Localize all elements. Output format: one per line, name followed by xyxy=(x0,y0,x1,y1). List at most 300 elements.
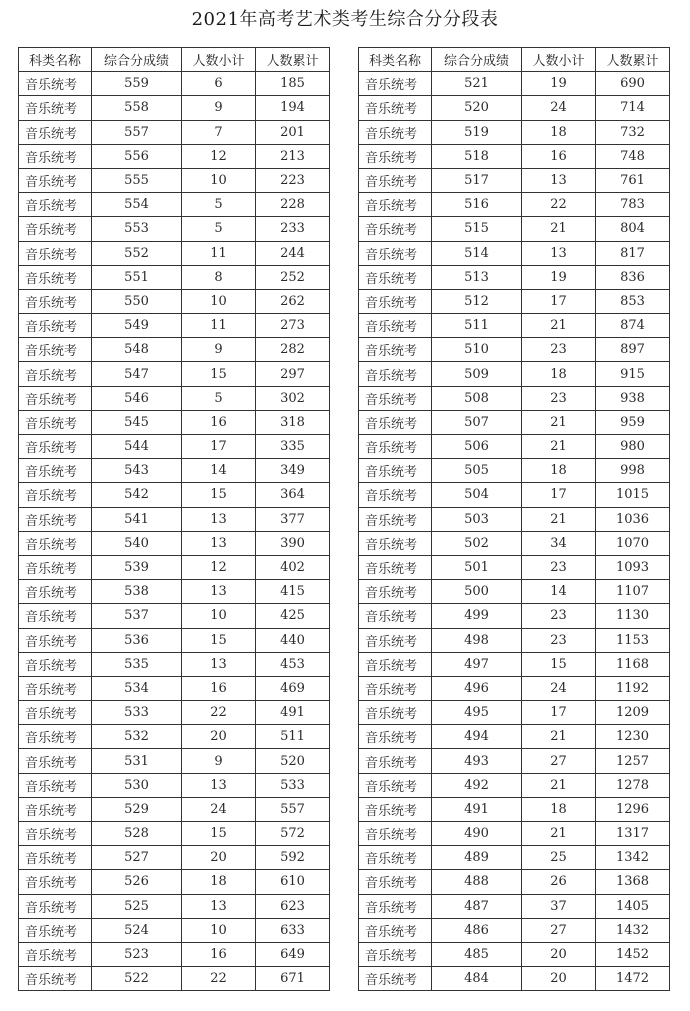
cell-subject: 音乐统考 xyxy=(19,120,92,144)
cell-count: 23 xyxy=(522,628,596,652)
cell-subject: 音乐统考 xyxy=(359,144,432,168)
cell-subject: 音乐统考 xyxy=(359,120,432,144)
cell-score: 488 xyxy=(432,870,522,894)
cell-cumulative: 469 xyxy=(256,676,330,700)
table-row xyxy=(19,846,330,870)
cell-count: 21 xyxy=(522,773,596,797)
cell-subject: 音乐统考 xyxy=(359,676,432,700)
cell-subject: 音乐统考 xyxy=(19,217,92,241)
cell-count: 10 xyxy=(182,604,256,628)
table-row xyxy=(359,459,670,483)
cell-subject: 音乐统考 xyxy=(359,870,432,894)
cell-score: 537 xyxy=(92,604,182,628)
cell-subject: 音乐统考 xyxy=(359,362,432,386)
table-row xyxy=(359,193,670,217)
cell-score: 540 xyxy=(92,531,182,555)
cell-count: 13 xyxy=(522,241,596,265)
cell-count: 23 xyxy=(522,386,596,410)
cell-cumulative: 297 xyxy=(256,362,330,386)
cell-count: 20 xyxy=(182,725,256,749)
cell-count: 15 xyxy=(182,362,256,386)
cell-count: 13 xyxy=(182,652,256,676)
cell-cumulative: 915 xyxy=(596,362,670,386)
cell-cumulative: 185 xyxy=(256,72,330,96)
cell-cumulative: 1452 xyxy=(596,942,670,966)
cell-subject: 音乐统考 xyxy=(359,846,432,870)
cell-subject: 音乐统考 xyxy=(359,725,432,749)
cell-subject: 音乐统考 xyxy=(19,459,92,483)
cell-subject: 音乐统考 xyxy=(19,410,92,434)
cell-count: 27 xyxy=(522,749,596,773)
cell-subject: 音乐统考 xyxy=(359,555,432,579)
table-row xyxy=(359,797,670,821)
cell-count: 19 xyxy=(522,72,596,96)
cell-cumulative: 223 xyxy=(256,168,330,192)
score-table-right xyxy=(358,47,670,991)
table-row xyxy=(359,265,670,289)
cell-subject: 音乐统考 xyxy=(359,749,432,773)
cell-subject: 音乐统考 xyxy=(19,918,92,942)
cell-count: 9 xyxy=(182,749,256,773)
table-row xyxy=(359,483,670,507)
cell-score: 505 xyxy=(432,459,522,483)
cell-score: 530 xyxy=(92,773,182,797)
cell-count: 37 xyxy=(522,894,596,918)
cell-subject: 音乐统考 xyxy=(359,338,432,362)
table-row xyxy=(359,555,670,579)
cell-cumulative: 1472 xyxy=(596,967,670,991)
cell-score: 514 xyxy=(432,241,522,265)
cell-subject: 音乐统考 xyxy=(359,773,432,797)
cell-score: 548 xyxy=(92,338,182,362)
score-table-left xyxy=(18,47,330,991)
cell-subject: 音乐统考 xyxy=(359,652,432,676)
table-row xyxy=(359,314,670,338)
cell-subject: 音乐统考 xyxy=(19,386,92,410)
table-row xyxy=(19,386,330,410)
cell-cumulative: 748 xyxy=(596,144,670,168)
cell-cumulative: 335 xyxy=(256,435,330,459)
table-row xyxy=(19,676,330,700)
table-row xyxy=(19,241,330,265)
cell-score: 527 xyxy=(92,846,182,870)
table-row xyxy=(19,749,330,773)
cell-score: 504 xyxy=(432,483,522,507)
table-body-right xyxy=(359,72,670,991)
table-row xyxy=(359,918,670,942)
cell-score: 503 xyxy=(432,507,522,531)
table-row xyxy=(359,676,670,700)
cell-cumulative: 853 xyxy=(596,289,670,313)
table-row xyxy=(359,822,670,846)
cell-count: 15 xyxy=(182,822,256,846)
cell-cumulative: 783 xyxy=(596,193,670,217)
cell-count: 21 xyxy=(522,314,596,338)
table-row xyxy=(359,120,670,144)
cell-subject: 音乐统考 xyxy=(19,967,92,991)
cell-cumulative: 201 xyxy=(256,120,330,144)
cell-cumulative: 194 xyxy=(256,96,330,120)
cell-count: 12 xyxy=(182,555,256,579)
cell-score: 534 xyxy=(92,676,182,700)
cell-count: 21 xyxy=(522,435,596,459)
cell-subject: 音乐统考 xyxy=(359,410,432,434)
table-row xyxy=(19,314,330,338)
cell-subject: 音乐统考 xyxy=(19,701,92,725)
table-row xyxy=(359,894,670,918)
table-row xyxy=(359,362,670,386)
cell-count: 5 xyxy=(182,386,256,410)
table-row xyxy=(359,217,670,241)
cell-cumulative: 1168 xyxy=(596,652,670,676)
cell-cumulative: 1230 xyxy=(596,725,670,749)
cell-cumulative: 1015 xyxy=(596,483,670,507)
cell-count: 13 xyxy=(182,507,256,531)
cell-cumulative: 1130 xyxy=(596,604,670,628)
cell-count: 19 xyxy=(522,265,596,289)
cell-count: 24 xyxy=(522,96,596,120)
cell-subject: 音乐统考 xyxy=(19,628,92,652)
table-row xyxy=(359,72,670,96)
cell-count: 26 xyxy=(522,870,596,894)
header-subject: 科类名称 xyxy=(19,48,92,72)
cell-score: 500 xyxy=(432,580,522,604)
cell-score: 496 xyxy=(432,676,522,700)
cell-count: 15 xyxy=(522,652,596,676)
cell-subject: 音乐统考 xyxy=(359,217,432,241)
cell-score: 508 xyxy=(432,386,522,410)
table-row xyxy=(359,531,670,555)
cell-score: 545 xyxy=(92,410,182,434)
cell-cumulative: 425 xyxy=(256,604,330,628)
cell-count: 18 xyxy=(182,870,256,894)
cell-cumulative: 1368 xyxy=(596,870,670,894)
table-row xyxy=(19,725,330,749)
cell-score: 550 xyxy=(92,289,182,313)
cell-count: 10 xyxy=(182,168,256,192)
cell-cumulative: 491 xyxy=(256,701,330,725)
cell-score: 506 xyxy=(432,435,522,459)
cell-cumulative: 761 xyxy=(596,168,670,192)
table-row xyxy=(359,144,670,168)
cell-score: 554 xyxy=(92,193,182,217)
cell-count: 16 xyxy=(182,676,256,700)
cell-cumulative: 1192 xyxy=(596,676,670,700)
cell-score: 485 xyxy=(432,942,522,966)
cell-score: 544 xyxy=(92,435,182,459)
table-row xyxy=(359,580,670,604)
cell-count: 21 xyxy=(522,725,596,749)
table-row xyxy=(359,410,670,434)
cell-cumulative: 511 xyxy=(256,725,330,749)
cell-cumulative: 1036 xyxy=(596,507,670,531)
table-row xyxy=(19,628,330,652)
cell-cumulative: 649 xyxy=(256,942,330,966)
cell-count: 17 xyxy=(522,289,596,313)
cell-count: 18 xyxy=(522,120,596,144)
cell-score: 520 xyxy=(432,96,522,120)
cell-score: 558 xyxy=(92,96,182,120)
cell-cumulative: 836 xyxy=(596,265,670,289)
cell-count: 14 xyxy=(522,580,596,604)
cell-subject: 音乐统考 xyxy=(359,967,432,991)
table-row xyxy=(359,942,670,966)
cell-score: 535 xyxy=(92,652,182,676)
cell-subject: 音乐统考 xyxy=(359,289,432,313)
cell-cumulative: 390 xyxy=(256,531,330,555)
cell-cumulative: 874 xyxy=(596,314,670,338)
table-row xyxy=(359,725,670,749)
cell-subject: 音乐统考 xyxy=(19,942,92,966)
cell-score: 494 xyxy=(432,725,522,749)
header-cumulative: 人数累计 xyxy=(596,48,670,72)
cell-count: 9 xyxy=(182,96,256,120)
cell-score: 515 xyxy=(432,217,522,241)
cell-score: 497 xyxy=(432,652,522,676)
cell-count: 22 xyxy=(182,967,256,991)
cell-count: 23 xyxy=(522,604,596,628)
table-row xyxy=(19,773,330,797)
table-row xyxy=(19,193,330,217)
table-row xyxy=(19,410,330,434)
cell-score: 542 xyxy=(92,483,182,507)
cell-count: 27 xyxy=(522,918,596,942)
cell-count: 25 xyxy=(522,846,596,870)
table-row xyxy=(19,967,330,991)
cell-cumulative: 282 xyxy=(256,338,330,362)
cell-subject: 音乐统考 xyxy=(19,604,92,628)
cell-cumulative: 273 xyxy=(256,314,330,338)
cell-count: 5 xyxy=(182,193,256,217)
cell-count: 21 xyxy=(522,822,596,846)
cell-subject: 音乐统考 xyxy=(19,289,92,313)
cell-cumulative: 349 xyxy=(256,459,330,483)
cell-score: 557 xyxy=(92,120,182,144)
cell-count: 22 xyxy=(522,193,596,217)
cell-cumulative: 213 xyxy=(256,144,330,168)
cell-subject: 音乐统考 xyxy=(19,362,92,386)
cell-score: 486 xyxy=(432,918,522,942)
cell-cumulative: 938 xyxy=(596,386,670,410)
cell-cumulative: 1296 xyxy=(596,797,670,821)
cell-subject: 音乐统考 xyxy=(19,531,92,555)
cell-score: 522 xyxy=(92,967,182,991)
cell-score: 531 xyxy=(92,749,182,773)
cell-subject: 音乐统考 xyxy=(19,96,92,120)
cell-count: 23 xyxy=(522,555,596,579)
cell-score: 513 xyxy=(432,265,522,289)
cell-cumulative: 592 xyxy=(256,846,330,870)
cell-cumulative: 377 xyxy=(256,507,330,531)
cell-subject: 音乐统考 xyxy=(19,822,92,846)
cell-count: 13 xyxy=(182,580,256,604)
cell-subject: 音乐统考 xyxy=(359,96,432,120)
table-row xyxy=(19,289,330,313)
cell-subject: 音乐统考 xyxy=(19,144,92,168)
table-row xyxy=(359,96,670,120)
cell-count: 6 xyxy=(182,72,256,96)
table-row xyxy=(19,507,330,531)
cell-score: 499 xyxy=(432,604,522,628)
table-row xyxy=(19,701,330,725)
cell-cumulative: 302 xyxy=(256,386,330,410)
cell-count: 34 xyxy=(522,531,596,555)
cell-score: 487 xyxy=(432,894,522,918)
header-subject: 科类名称 xyxy=(359,48,432,72)
cell-cumulative: 533 xyxy=(256,773,330,797)
cell-cumulative: 1107 xyxy=(596,580,670,604)
cell-cumulative: 897 xyxy=(596,338,670,362)
cell-count: 18 xyxy=(522,797,596,821)
cell-subject: 音乐统考 xyxy=(359,580,432,604)
cell-count: 13 xyxy=(522,168,596,192)
cell-subject: 音乐统考 xyxy=(359,918,432,942)
cell-cumulative: 1153 xyxy=(596,628,670,652)
table-row xyxy=(359,628,670,652)
table-row xyxy=(19,217,330,241)
cell-cumulative: 402 xyxy=(256,555,330,579)
cell-cumulative: 557 xyxy=(256,797,330,821)
cell-cumulative: 633 xyxy=(256,918,330,942)
cell-subject: 音乐统考 xyxy=(359,942,432,966)
table-row xyxy=(19,531,330,555)
cell-cumulative: 453 xyxy=(256,652,330,676)
table-row xyxy=(359,967,670,991)
cell-subject: 音乐统考 xyxy=(359,531,432,555)
cell-count: 24 xyxy=(522,676,596,700)
cell-count: 11 xyxy=(182,241,256,265)
cell-score: 491 xyxy=(432,797,522,821)
cell-score: 532 xyxy=(92,725,182,749)
cell-cumulative: 671 xyxy=(256,967,330,991)
cell-cumulative: 1257 xyxy=(596,749,670,773)
cell-score: 484 xyxy=(432,967,522,991)
table-row xyxy=(19,483,330,507)
cell-count: 13 xyxy=(182,773,256,797)
cell-subject: 音乐统考 xyxy=(359,386,432,410)
cell-count: 17 xyxy=(522,483,596,507)
table-row xyxy=(359,338,670,362)
table-row xyxy=(19,797,330,821)
cell-subject: 音乐统考 xyxy=(19,555,92,579)
cell-cumulative: 690 xyxy=(596,72,670,96)
cell-subject: 音乐统考 xyxy=(359,628,432,652)
table-row xyxy=(19,120,330,144)
cell-score: 512 xyxy=(432,289,522,313)
table-row xyxy=(359,773,670,797)
table-header-row xyxy=(19,48,330,72)
cell-score: 526 xyxy=(92,870,182,894)
cell-score: 507 xyxy=(432,410,522,434)
cell-score: 524 xyxy=(92,918,182,942)
cell-score: 517 xyxy=(432,168,522,192)
cell-cumulative: 1093 xyxy=(596,555,670,579)
cell-score: 523 xyxy=(92,942,182,966)
header-count: 人数小计 xyxy=(522,48,596,72)
cell-subject: 音乐统考 xyxy=(359,507,432,531)
cell-score: 519 xyxy=(432,120,522,144)
table-row xyxy=(19,894,330,918)
cell-subject: 音乐统考 xyxy=(359,168,432,192)
table-row xyxy=(19,580,330,604)
cell-score: 555 xyxy=(92,168,182,192)
cell-subject: 音乐统考 xyxy=(359,822,432,846)
cell-subject: 音乐统考 xyxy=(359,314,432,338)
table-row xyxy=(359,241,670,265)
cell-score: 549 xyxy=(92,314,182,338)
cell-count: 24 xyxy=(182,797,256,821)
cell-score: 502 xyxy=(432,531,522,555)
cell-score: 510 xyxy=(432,338,522,362)
cell-cumulative: 610 xyxy=(256,870,330,894)
table-row xyxy=(19,168,330,192)
cell-cumulative: 804 xyxy=(596,217,670,241)
cell-subject: 音乐统考 xyxy=(19,797,92,821)
cell-cumulative: 1209 xyxy=(596,701,670,725)
cell-score: 529 xyxy=(92,797,182,821)
cell-cumulative: 233 xyxy=(256,217,330,241)
cell-score: 553 xyxy=(92,217,182,241)
table-header-row xyxy=(359,48,670,72)
cell-count: 20 xyxy=(522,967,596,991)
cell-score: 495 xyxy=(432,701,522,725)
cell-score: 551 xyxy=(92,265,182,289)
cell-subject: 音乐统考 xyxy=(19,314,92,338)
table-row xyxy=(359,435,670,459)
cell-score: 498 xyxy=(432,628,522,652)
table-row xyxy=(359,701,670,725)
cell-subject: 音乐统考 xyxy=(359,459,432,483)
table-row xyxy=(19,96,330,120)
cell-score: 489 xyxy=(432,846,522,870)
cell-count: 17 xyxy=(182,435,256,459)
header-cumulative: 人数累计 xyxy=(256,48,330,72)
cell-cumulative: 1432 xyxy=(596,918,670,942)
cell-subject: 音乐统考 xyxy=(19,846,92,870)
cell-count: 17 xyxy=(522,701,596,725)
cell-cumulative: 1070 xyxy=(596,531,670,555)
cell-cumulative: 1405 xyxy=(596,894,670,918)
header-score: 综合分成绩 xyxy=(432,48,522,72)
table-row xyxy=(19,918,330,942)
cell-count: 13 xyxy=(182,894,256,918)
table-row xyxy=(19,822,330,846)
table-row xyxy=(19,338,330,362)
cell-subject: 音乐统考 xyxy=(19,483,92,507)
table-row xyxy=(19,459,330,483)
cell-cumulative: 415 xyxy=(256,580,330,604)
cell-score: 552 xyxy=(92,241,182,265)
cell-count: 16 xyxy=(182,942,256,966)
table-row xyxy=(19,144,330,168)
table-row xyxy=(359,289,670,313)
cell-score: 539 xyxy=(92,555,182,579)
cell-cumulative: 817 xyxy=(596,241,670,265)
cell-count: 9 xyxy=(182,338,256,362)
cell-count: 14 xyxy=(182,459,256,483)
cell-subject: 音乐统考 xyxy=(359,483,432,507)
table-row xyxy=(359,507,670,531)
cell-count: 13 xyxy=(182,531,256,555)
cell-score: 533 xyxy=(92,701,182,725)
cell-cumulative: 959 xyxy=(596,410,670,434)
cell-cumulative: 244 xyxy=(256,241,330,265)
cell-score: 490 xyxy=(432,822,522,846)
table-row xyxy=(19,72,330,96)
cell-subject: 音乐统考 xyxy=(19,265,92,289)
cell-count: 20 xyxy=(182,846,256,870)
cell-count: 21 xyxy=(522,507,596,531)
